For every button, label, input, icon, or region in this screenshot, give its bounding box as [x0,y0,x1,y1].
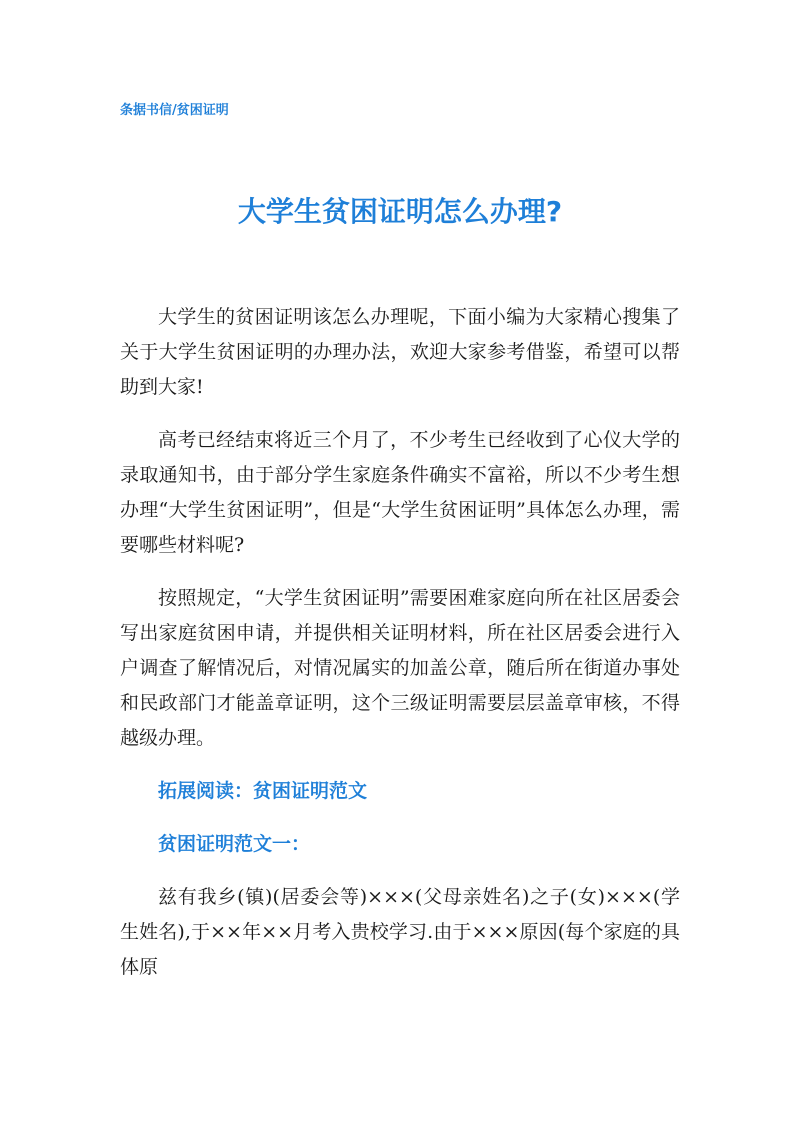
paragraph-procedure: 按照规定，“大学生贫困证明”需要困难家庭向所在社区居委会写出家庭贫困申请，并提供相关证明材料，所在社区居委会进行入户调查了解情况后，对情况属实的加盖公章，随后所在街道办事处和民政部门才能盖章证明，这个三级证明需要层层盖章审核，不得越级办理。 [120,587,680,749]
paragraph-sample-text: 兹有我乡(镇)(居委会等)×××(父母亲姓名)之子(女)×××(学生姓名),于××年××月考入贵校学习.由于×××原因(每个家庭的具体原 [120,886,680,978]
paragraph-intro: 大学生的贫困证明该怎么办理呢，下面小编为大家精心搜集了关于大学生贫困证明的办理办法，欢迎大家参考借鉴，希望可以帮助到大家! [120,306,680,398]
page-title: 大学生贫困证明怎么办理? [237,195,563,228]
subhead-extended-reading: 拓展阅读：贫困证明范文 [158,780,368,802]
subhead-sample-one: 贫困证明范文一： [158,833,311,855]
paragraph-background: 高考已经结束将近三个月了，不少考生已经收到了心仪大学的录取通知书，由于部分学生家庭条件确实不富裕，所以不少考生想办理“大学生贫困证明”，但是“大学生贫困证明”具体怎么办理，需要哪些材料呢? [120,429,680,556]
article-body [120,300,680,1003]
breadcrumb[interactable]: 条据书信/贫困证明 [120,103,229,118]
